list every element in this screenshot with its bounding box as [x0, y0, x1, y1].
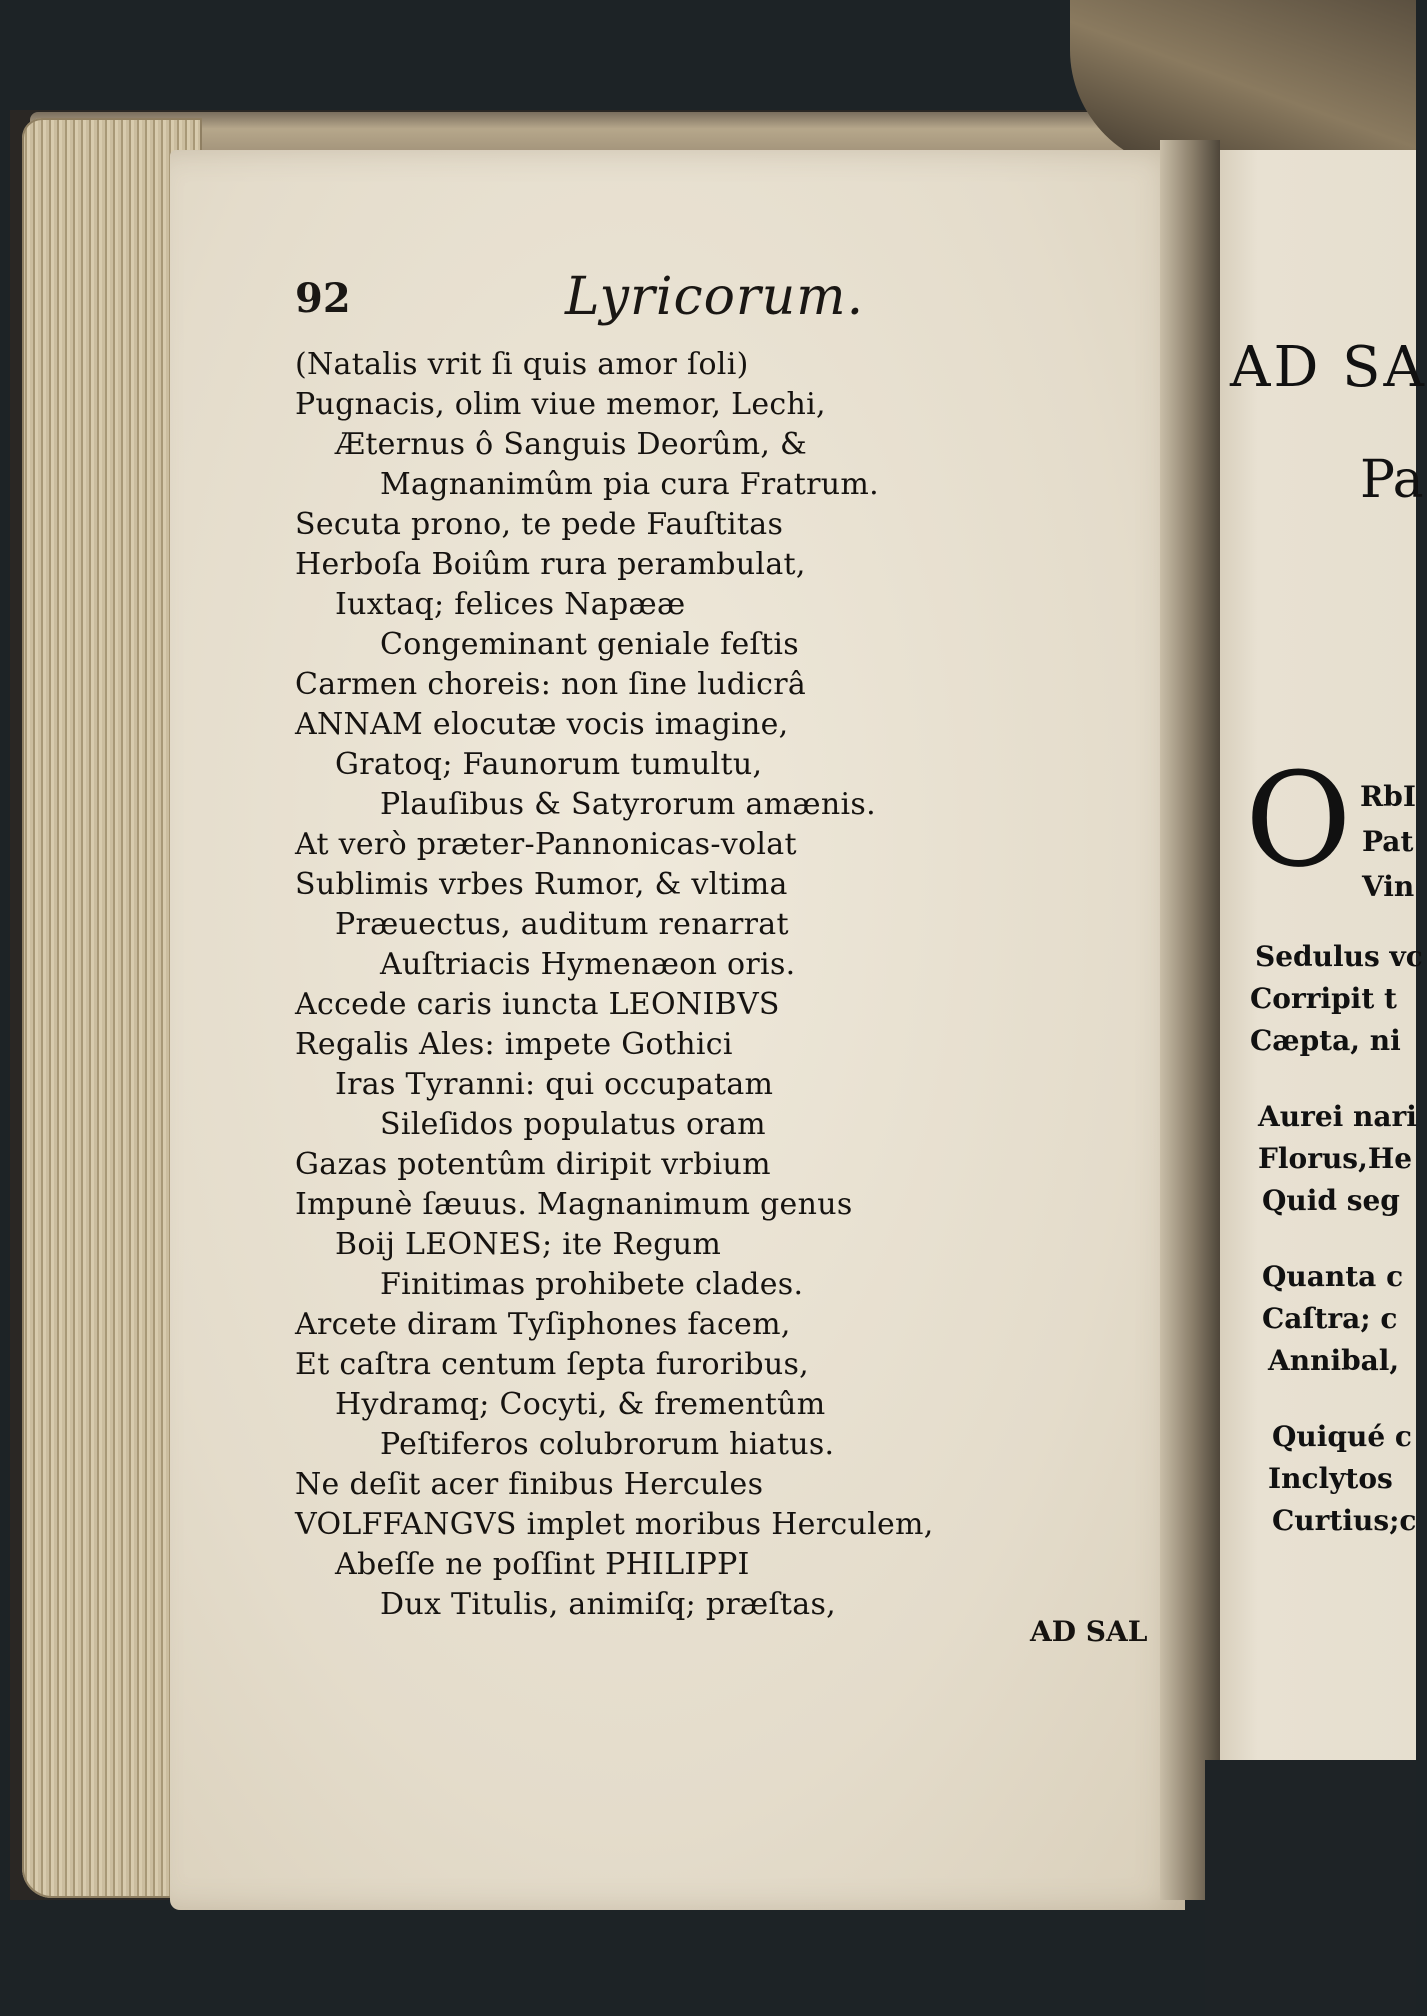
verse-line: Boij LEONES; ite Regum [335, 1227, 722, 1262]
verse-line: Præuectus, auditum renarrat [335, 907, 789, 942]
verse-line: Gazas potentûm diripit vrbium [295, 1147, 771, 1182]
verse-line: Ne deſit acer finibus Hercules [295, 1467, 764, 1502]
verse-line: Carmen choreis: non ſine ludicrâ [295, 667, 807, 702]
right-page-fragment: Aurei nari [1258, 1100, 1417, 1133]
verse-line: Magnanimûm pia cura Fratrum. [380, 467, 879, 502]
verse-line: Abeſſe ne poſſint PHILIPPI [335, 1547, 750, 1582]
verse-line: ANNAM elocutæ vocis imagine, [295, 707, 789, 742]
background-corner [1205, 1760, 1416, 2016]
running-title: Lyricorum. [565, 267, 865, 327]
verse-line: Hydramq; Cocyti, & frementûm [335, 1387, 826, 1422]
verse-line: Iras Tyranni: qui occupatam [335, 1067, 774, 1102]
right-page-fragment: Quanta c [1262, 1260, 1404, 1293]
right-page-fragment: Quid seg [1262, 1184, 1400, 1217]
right-page-fragment: Quiqué c [1272, 1420, 1412, 1453]
verse-line: Plauſibus & Satyrorum amænis. [380, 787, 876, 822]
right-page-heading: AD SA [1230, 335, 1427, 400]
verse-line: At verò præter-Pannonicas-volat [295, 827, 797, 862]
right-page-fragment: Florus,He [1258, 1142, 1413, 1175]
verse-line: Pugnacis, olim viue memor, Lechi, [295, 387, 826, 422]
verse-line: Sublimis vrbes Rumor, & vltima [295, 867, 788, 902]
verse-line: Gratoq; Faunorum tumultu, [335, 747, 763, 782]
right-page-fragment: Caſtra; c [1262, 1302, 1398, 1335]
verse-line: Dux Titulis, animiſq; præſtas, [380, 1587, 836, 1622]
verse-line: Herboſa Boiûm rura perambulat, [295, 547, 806, 582]
running-head [295, 267, 865, 345]
verse-line: Congeminant geniale feſtis [380, 627, 799, 662]
right-page-fragment: Sedulus vc [1255, 940, 1423, 973]
verse-line: Auſtriacis Hymenæon oris. [380, 947, 796, 982]
book-gutter [1160, 140, 1220, 1900]
drop-cap-initial: O [1245, 744, 1352, 896]
right-page-fragment: Annibal, [1268, 1344, 1400, 1377]
verse-line: Secuta prono, te pede Fauſtitas [295, 507, 784, 542]
verse-line: Regalis Ales: impete Gothici [295, 1027, 733, 1062]
right-page-fragment: Corripit t [1250, 982, 1397, 1015]
verse-line: VOLFFANGVS implet moribus Herculem, [295, 1507, 934, 1542]
right-page-fragment: Pat [1362, 825, 1414, 858]
right-page-fragment: RbI [1360, 780, 1416, 813]
verse-line: Finitimas prohibete clades. [380, 1267, 804, 1302]
right-page-subheading: Pa [1360, 450, 1424, 510]
page-block-top-edge [30, 112, 1180, 154]
right-page-fragment: Cæpta, ni [1250, 1024, 1401, 1057]
verse-line: Sileſidos populatus oram [380, 1107, 766, 1142]
verse-line: Impunè ſæuus. Magnanimum genus [295, 1187, 853, 1222]
page-number: 92 [295, 275, 351, 322]
verse-line: Et caſtra centum ſepta furoribus, [295, 1347, 809, 1382]
right-page-fragment: Curtius;c [1272, 1504, 1417, 1537]
verse-line: Arcete diram Tyſiphones facem, [295, 1307, 791, 1342]
catchword: AD SAL [1030, 1615, 1148, 1648]
verse-line: Peſtiferos colubrorum hiatus. [380, 1427, 835, 1462]
verse-line: (Natalis vrit ſi quis amor ſoli) [295, 347, 749, 382]
verse-line: Accede caris iuncta LEONIBVS [295, 987, 780, 1022]
right-page-fragment: Inclytos [1268, 1462, 1393, 1495]
right-page-fragment: Vin [1362, 870, 1415, 903]
book-headband [1070, 0, 1416, 170]
verse-line: Æternus ô Sanguis Deorûm, & [335, 427, 808, 462]
verse-line: Iuxtaq; felices Napææ [335, 587, 686, 622]
